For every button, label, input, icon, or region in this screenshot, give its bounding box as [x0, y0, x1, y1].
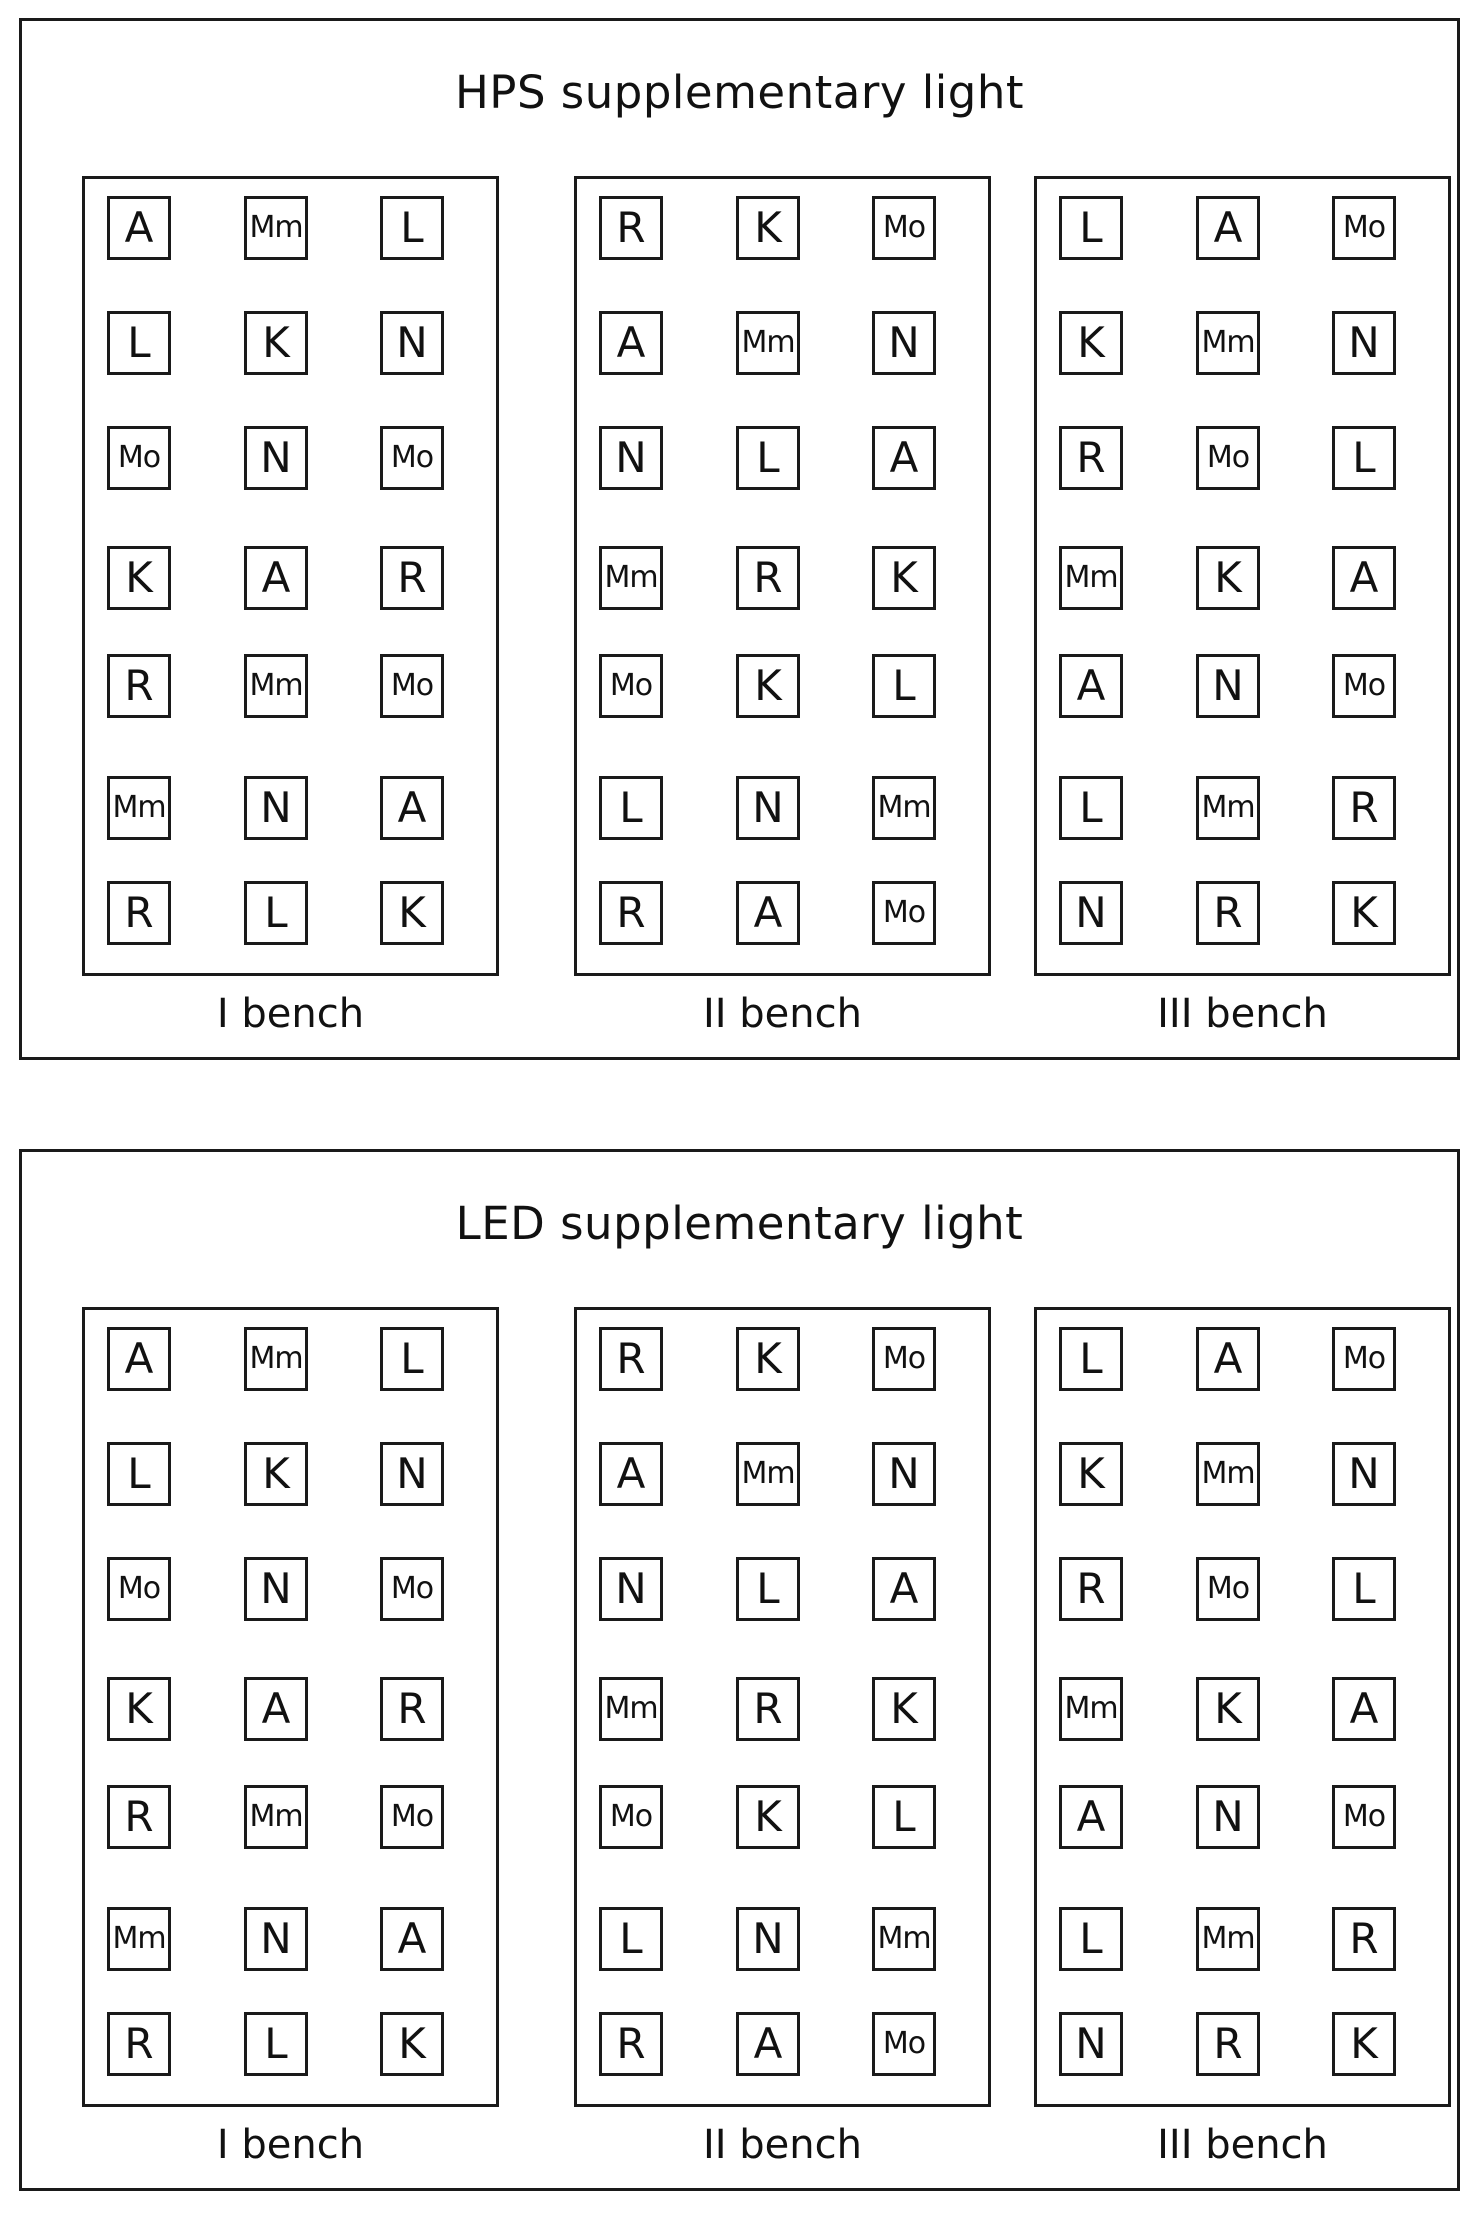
plot-cell: K: [1059, 1442, 1123, 1506]
plot-cell: N: [872, 1442, 936, 1506]
plot-cell: K: [380, 881, 444, 945]
plot-cell: N: [244, 776, 308, 840]
plot-cell: L: [1059, 776, 1123, 840]
plot-cell: L: [1059, 196, 1123, 260]
plot-cell: K: [244, 1442, 308, 1506]
plot-cell: L: [107, 1442, 171, 1506]
plot-cell: Mm: [1196, 1442, 1260, 1506]
plot-cell: R: [599, 881, 663, 945]
plot-cell: Mm: [244, 1785, 308, 1849]
panel-title: LED supplementary light: [455, 1197, 1024, 1250]
plot-cell: L: [872, 1785, 936, 1849]
plot-cell: Mm: [599, 546, 663, 610]
plot-cell: K: [107, 1677, 171, 1741]
plot-cell: L: [380, 196, 444, 260]
plot-cell: R: [380, 546, 444, 610]
plot-cell: Mm: [244, 196, 308, 260]
plot-cell: A: [1332, 546, 1396, 610]
plot-cell: K: [872, 1677, 936, 1741]
plot-cell: L: [107, 311, 171, 375]
plot-cell: Mm: [872, 776, 936, 840]
plot-cell: A: [244, 1677, 308, 1741]
plot-cell: Mo: [872, 881, 936, 945]
plot-cell: Mm: [1059, 546, 1123, 610]
plot-cell: Mo: [1332, 1785, 1396, 1849]
plot-cell: L: [599, 776, 663, 840]
plot-cell: N: [736, 776, 800, 840]
plot-cell: K: [244, 311, 308, 375]
plot-cell: L: [599, 1907, 663, 1971]
plot-cell: Mo: [872, 196, 936, 260]
plot-cell: A: [1059, 1785, 1123, 1849]
plot-cell: Mo: [380, 1785, 444, 1849]
plot-cell: A: [107, 196, 171, 260]
plot-cell: R: [599, 196, 663, 260]
plot-cell: A: [1196, 196, 1260, 260]
plot-cell: N: [380, 1442, 444, 1506]
plot-cell: R: [736, 1677, 800, 1741]
plot-cell: N: [244, 426, 308, 490]
bench-label: I bench: [216, 2122, 365, 2168]
plot-cell: K: [872, 546, 936, 610]
plot-cell: Mo: [1332, 654, 1396, 718]
bench-label: II bench: [702, 2122, 862, 2168]
plot-cell: A: [244, 546, 308, 610]
plot-cell: Mm: [107, 1907, 171, 1971]
plot-cell: L: [1059, 1907, 1123, 1971]
plot-cell: Mo: [1196, 426, 1260, 490]
plot-cell: N: [1059, 881, 1123, 945]
plot-cell: K: [1196, 546, 1260, 610]
plot-cell: Mo: [107, 1557, 171, 1621]
plot-cell: Mo: [107, 426, 171, 490]
plot-cell: N: [1196, 654, 1260, 718]
plot-cell: L: [736, 1557, 800, 1621]
plot-cell: Mm: [872, 1907, 936, 1971]
plot-cell: Mm: [1196, 311, 1260, 375]
bench-label: III bench: [1157, 2122, 1328, 2168]
plot-cell: N: [1059, 2012, 1123, 2076]
plot-cell: R: [736, 546, 800, 610]
plot-cell: R: [1196, 881, 1260, 945]
plot-cell: Mm: [736, 311, 800, 375]
plot-cell: R: [1059, 1557, 1123, 1621]
plot-cell: K: [1059, 311, 1123, 375]
plot-cell: Mm: [244, 1327, 308, 1391]
plot-cell: R: [1332, 776, 1396, 840]
plot-cell: Mo: [380, 426, 444, 490]
plot-cell: Mo: [1332, 196, 1396, 260]
plot-cell: Mm: [244, 654, 308, 718]
plot-cell: R: [1059, 426, 1123, 490]
plot-cell: A: [872, 1557, 936, 1621]
plot-cell: Mo: [872, 1327, 936, 1391]
panel-title: HPS supplementary light: [454, 66, 1025, 119]
plot-cell: N: [1332, 311, 1396, 375]
plot-cell: Mm: [736, 1442, 800, 1506]
plot-cell: Mo: [1332, 1327, 1396, 1391]
plot-cell: Mo: [599, 1785, 663, 1849]
plot-cell: N: [599, 1557, 663, 1621]
plot-cell: A: [736, 2012, 800, 2076]
plot-cell: K: [736, 1327, 800, 1391]
plot-cell: Mo: [380, 654, 444, 718]
plot-cell: R: [1196, 2012, 1260, 2076]
plot-cell: R: [1332, 1907, 1396, 1971]
plot-cell: R: [107, 881, 171, 945]
plot-cell: L: [736, 426, 800, 490]
plot-cell: K: [736, 196, 800, 260]
plot-cell: Mm: [599, 1677, 663, 1741]
plot-cell: K: [1332, 881, 1396, 945]
plot-cell: N: [380, 311, 444, 375]
plot-cell: Mm: [1196, 776, 1260, 840]
plot-cell: A: [107, 1327, 171, 1391]
plot-cell: L: [1332, 426, 1396, 490]
bench-label: II bench: [702, 991, 862, 1037]
plot-cell: A: [599, 1442, 663, 1506]
plot-cell: L: [244, 2012, 308, 2076]
bench-label: III bench: [1157, 991, 1328, 1037]
plot-cell: R: [107, 654, 171, 718]
plot-cell: L: [872, 654, 936, 718]
plot-cell: K: [736, 654, 800, 718]
bench-label: I bench: [216, 991, 365, 1037]
plot-cell: K: [380, 2012, 444, 2076]
plot-cell: Mo: [1196, 1557, 1260, 1621]
plot-cell: A: [872, 426, 936, 490]
plot-cell: R: [107, 2012, 171, 2076]
plot-cell: Mm: [107, 776, 171, 840]
hps-panel: [19, 18, 1460, 1060]
plot-cell: Mm: [1059, 1677, 1123, 1741]
plot-cell: N: [1332, 1442, 1396, 1506]
plot-cell: K: [107, 546, 171, 610]
plot-cell: A: [599, 311, 663, 375]
led-panel: [19, 1149, 1460, 2191]
plot-cell: A: [1196, 1327, 1260, 1391]
plot-cell: L: [1332, 1557, 1396, 1621]
plot-cell: R: [107, 1785, 171, 1849]
plot-cell: A: [1332, 1677, 1396, 1741]
plot-cell: N: [1196, 1785, 1260, 1849]
plot-cell: Mm: [1196, 1907, 1260, 1971]
plot-cell: N: [599, 426, 663, 490]
plot-cell: N: [244, 1907, 308, 1971]
plot-cell: N: [736, 1907, 800, 1971]
plot-cell: Mo: [872, 2012, 936, 2076]
plot-cell: A: [736, 881, 800, 945]
plot-cell: Mo: [380, 1557, 444, 1621]
plot-cell: N: [244, 1557, 308, 1621]
plot-cell: A: [380, 776, 444, 840]
plot-cell: L: [1059, 1327, 1123, 1391]
plot-cell: R: [380, 1677, 444, 1741]
plot-cell: A: [380, 1907, 444, 1971]
plot-cell: K: [1196, 1677, 1260, 1741]
plot-cell: Mo: [599, 654, 663, 718]
plot-cell: A: [1059, 654, 1123, 718]
plot-cell: L: [244, 881, 308, 945]
plot-cell: R: [599, 2012, 663, 2076]
plot-cell: R: [599, 1327, 663, 1391]
plot-cell: N: [872, 311, 936, 375]
plot-cell: K: [1332, 2012, 1396, 2076]
plot-cell: L: [380, 1327, 444, 1391]
plot-cell: K: [736, 1785, 800, 1849]
